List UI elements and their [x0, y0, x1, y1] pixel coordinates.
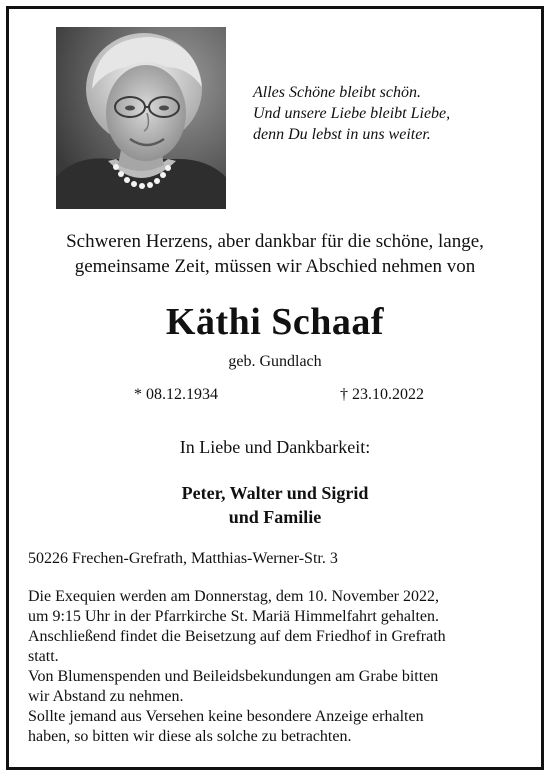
death-date: † 23.10.2022: [340, 386, 424, 403]
mourner-line: und Familie: [228, 507, 322, 527]
details-line: haben, so bitten wir diese als solche zu betrachten.: [28, 728, 352, 745]
intro-line: gemeinsame Zeit, müssen wir Abschied nehmen von: [74, 256, 476, 277]
obituary-notice: [6, 6, 544, 770]
portrait-photo: [56, 27, 226, 209]
details-line: um 9:15 Uhr in der Pfarrkirche St. Mariä Himmelfahrt gehalten.: [28, 608, 439, 625]
details-line: wir Abstand zu nehmen.: [28, 688, 184, 705]
maiden-name: geb. Gundlach: [228, 353, 322, 370]
details-line: Anschließend findet die Beisetzung auf dem Friedhof in Grefrath: [28, 628, 446, 645]
details-line: Von Blumenspenden und Beileidsbekundungen am Grabe bitten: [28, 668, 439, 685]
funeral-details: [28, 587, 538, 747]
farewell-heading: In Liebe und Dankbarkeit:: [179, 437, 371, 457]
family-address: 50226 Frechen-Grefrath, Matthias-Werner-Str. 3: [28, 550, 338, 567]
birth-date: * 08.12.1934: [134, 386, 218, 403]
poem-line: Alles Schöne bleibt schön.: [253, 84, 421, 101]
details-line: Sollte jemand aus Versehen keine besondere Anzeige erhalten: [28, 708, 424, 725]
poem-line: denn Du lebst in uns weiter.: [253, 126, 431, 143]
details-line: statt.: [28, 648, 59, 665]
intro-line: Schweren Herzens, aber dankbar für die schöne, lange,: [66, 231, 484, 252]
mourner-line: Peter, Walter und Sigrid: [181, 483, 369, 503]
intro-text: [9, 229, 541, 279]
deceased-name: Käthi Schaaf: [165, 301, 385, 343]
poem: [253, 82, 533, 145]
details-line: Die Exequien werden am Donnerstag, dem 10. November 2022,: [28, 588, 439, 605]
portrait-illustration: [56, 27, 226, 209]
mourners: [9, 481, 541, 529]
poem-line: Und unsere Liebe bleibt Liebe,: [253, 105, 451, 122]
